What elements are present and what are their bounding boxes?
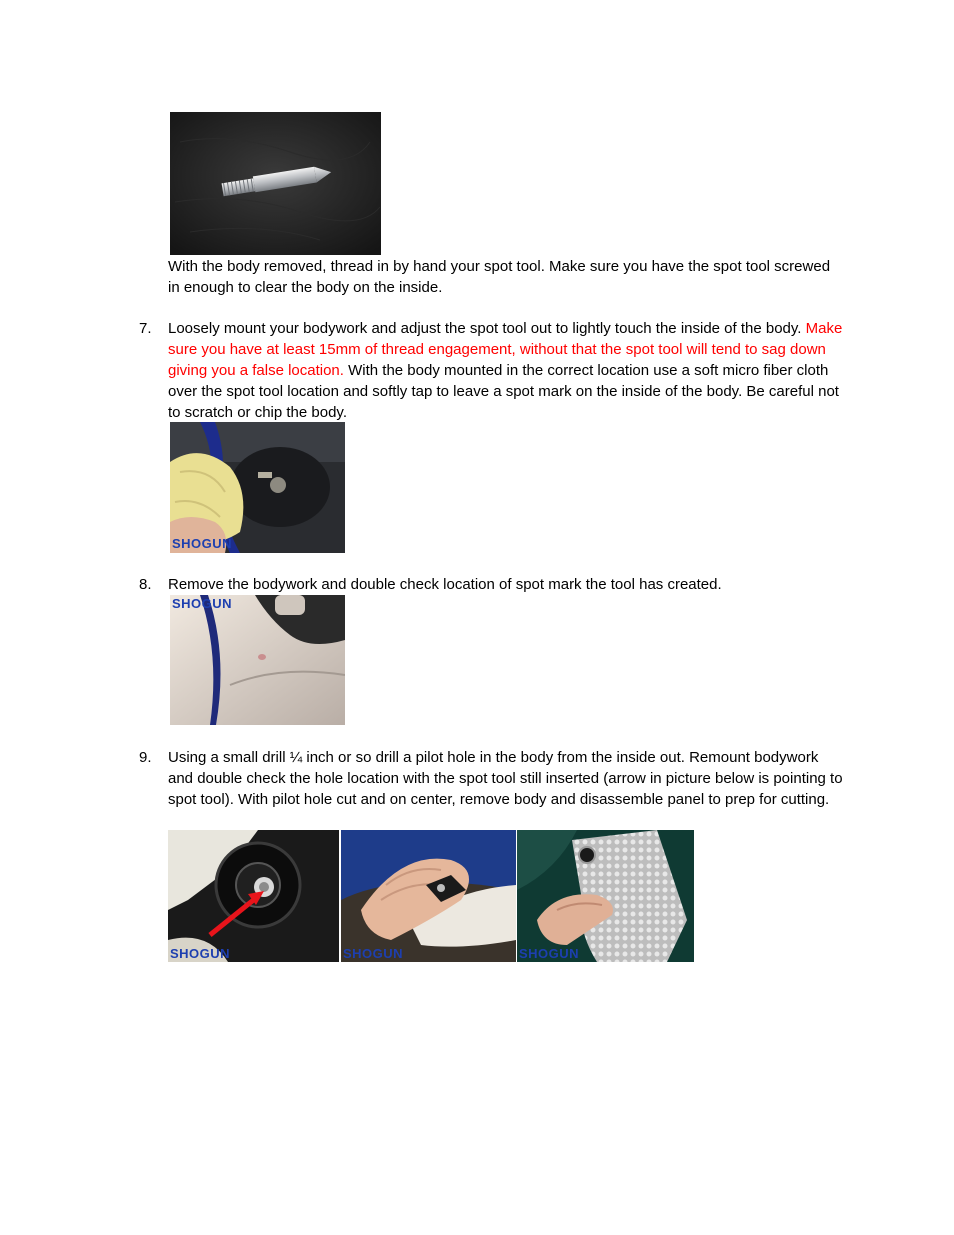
- shogun-watermark: SHOGUN: [172, 536, 233, 551]
- spot-mark-photo: [170, 595, 345, 725]
- step-8-text: Remove the bodywork and double check location of spot mark the tool has created.: [168, 576, 722, 593]
- shogun-watermark: SHOGUN: [343, 946, 404, 961]
- shogun-watermark: SHOGUN: [519, 946, 580, 961]
- step-7-text-rest: With the body mounted in the correct location use a soft micro fiber cloth over the spot tool location and softly tap to leave a spot mark on the inside of the body. Be careful not to scratch or chip the body.: [168, 362, 839, 421]
- step-8-number: 8.: [139, 576, 152, 593]
- tapping-cloth-photo: [170, 422, 345, 553]
- step-6-text: With the body removed, thread in by hand your spot tool. Make sure you have the spot tool screwed in enough to clear the body on the inside.: [168, 258, 831, 296]
- panel-disassembly-photo: [341, 830, 516, 962]
- shogun-watermark: SHOGUN: [172, 596, 233, 611]
- step-9-number: 9.: [139, 749, 152, 766]
- heat-shield-prep-photo: [517, 830, 694, 962]
- step-7-warning: Make sure you have at least 15mm of thread engagement, without that the spot tool will tend to sag down giving you a false location.: [168, 320, 843, 379]
- shogun-watermark: SHOGUN: [170, 946, 231, 961]
- step-7-number: 7.: [139, 320, 152, 337]
- step-7-text-intro: Loosely mount your bodywork and adjust the spot tool out to lightly touch the inside of the body.: [168, 320, 806, 337]
- spot-tool-photo: [170, 112, 381, 255]
- step-9-text: Using a small drill ¼ inch or so drill a pilot hole in the body from the inside out. Remount bodywork and double check the hole location with the spot tool still inserted (arrow in picture below is pointing to spot tool). With pilot hole cut and on center, remove body and disassemble panel to prep for cutting.: [168, 749, 843, 808]
- step-7-text: [168, 318, 843, 423]
- pilot-hole-arrow-photo: [168, 830, 339, 962]
